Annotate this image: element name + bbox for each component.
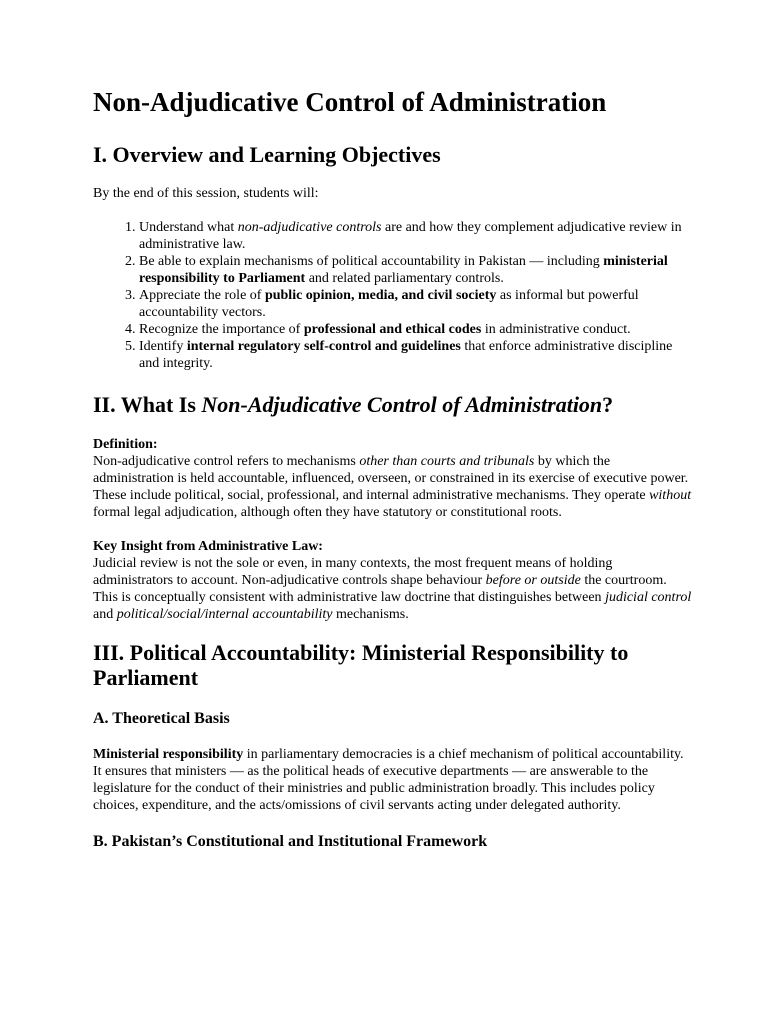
objective-item: 2. Be able to explain mechanisms of political accountability in Pakistan — including ministerial responsibility to Parliament and related parliamentary controls.	[139, 253, 693, 287]
objective-item: 3. Appreciate the role of public opinion, media, and civil society as informal but powerful accountability vectors.	[139, 287, 693, 321]
objective-item: 4. Recognize the importance of professional and ethical codes in administrative conduct.	[139, 321, 693, 338]
objectives-intro: By the end of this session, students will:	[93, 186, 319, 201]
definition-paragraph: Definition: Non-adjudicative control refers to mechanisms other than courts and tribunals by which the administration is held accountable, influenced, overseen, or constrained in its exercise of executive power. These include political, social, professional, and internal administrative mechanisms. They operate without formal legal adjudication, although often they have statutory or constitutional roots.	[93, 437, 692, 520]
insight-paragraph: Key Insight from Administrative Law: Judicial review is not the sole or even, in many contexts, the most frequent means of holding administrators to account. Non-adjudicative controls shape behaviour before or outside the courtroom. This is conceptually consistent with administrative law doctrine that distinguishes between judicial control and political/social/internal accountability mechanisms.	[93, 539, 692, 622]
section-heading-definition: II. What Is Non-Adjudicative Control of Administration?	[93, 392, 614, 417]
section-heading-political-accountability: III. Political Accountability: Ministerial Responsibility to Parliament	[93, 640, 629, 690]
insight-label: Key Insight from Administrative Law:	[93, 539, 323, 554]
objectives-list	[93, 219, 693, 372]
objective-item: 5. Identify internal regulatory self-control and guidelines that enforce administrative discipline and integrity.	[139, 338, 693, 372]
section-heading-overview: I. Overview and Learning Objectives	[93, 142, 441, 167]
subheading-pakistan-framework: B. Pakistan’s Constitutional and Institutional Framework	[93, 833, 488, 850]
document-title: Non-Adjudicative Control of Administration	[93, 87, 607, 117]
definition-label: Definition:	[93, 437, 158, 452]
subheading-theoretical-basis: A. Theoretical Basis	[93, 710, 230, 727]
document-page	[93, 86, 693, 851]
objective-item: 1. Understand what non-adjudicative controls are and how they complement adjudicative review in administrative law.	[139, 219, 693, 253]
ministerial-responsibility-paragraph: Ministerial responsibility in parliamentary democracies is a chief mechanism of political accountability. It ensures that ministers — as the political heads of executive departments — are answerable to the legislature for the conduct of their ministries and public administration broadly. This includes policy choices, expenditure, and the acts/omissions of civil servants acting under delegated authority.	[93, 747, 684, 813]
